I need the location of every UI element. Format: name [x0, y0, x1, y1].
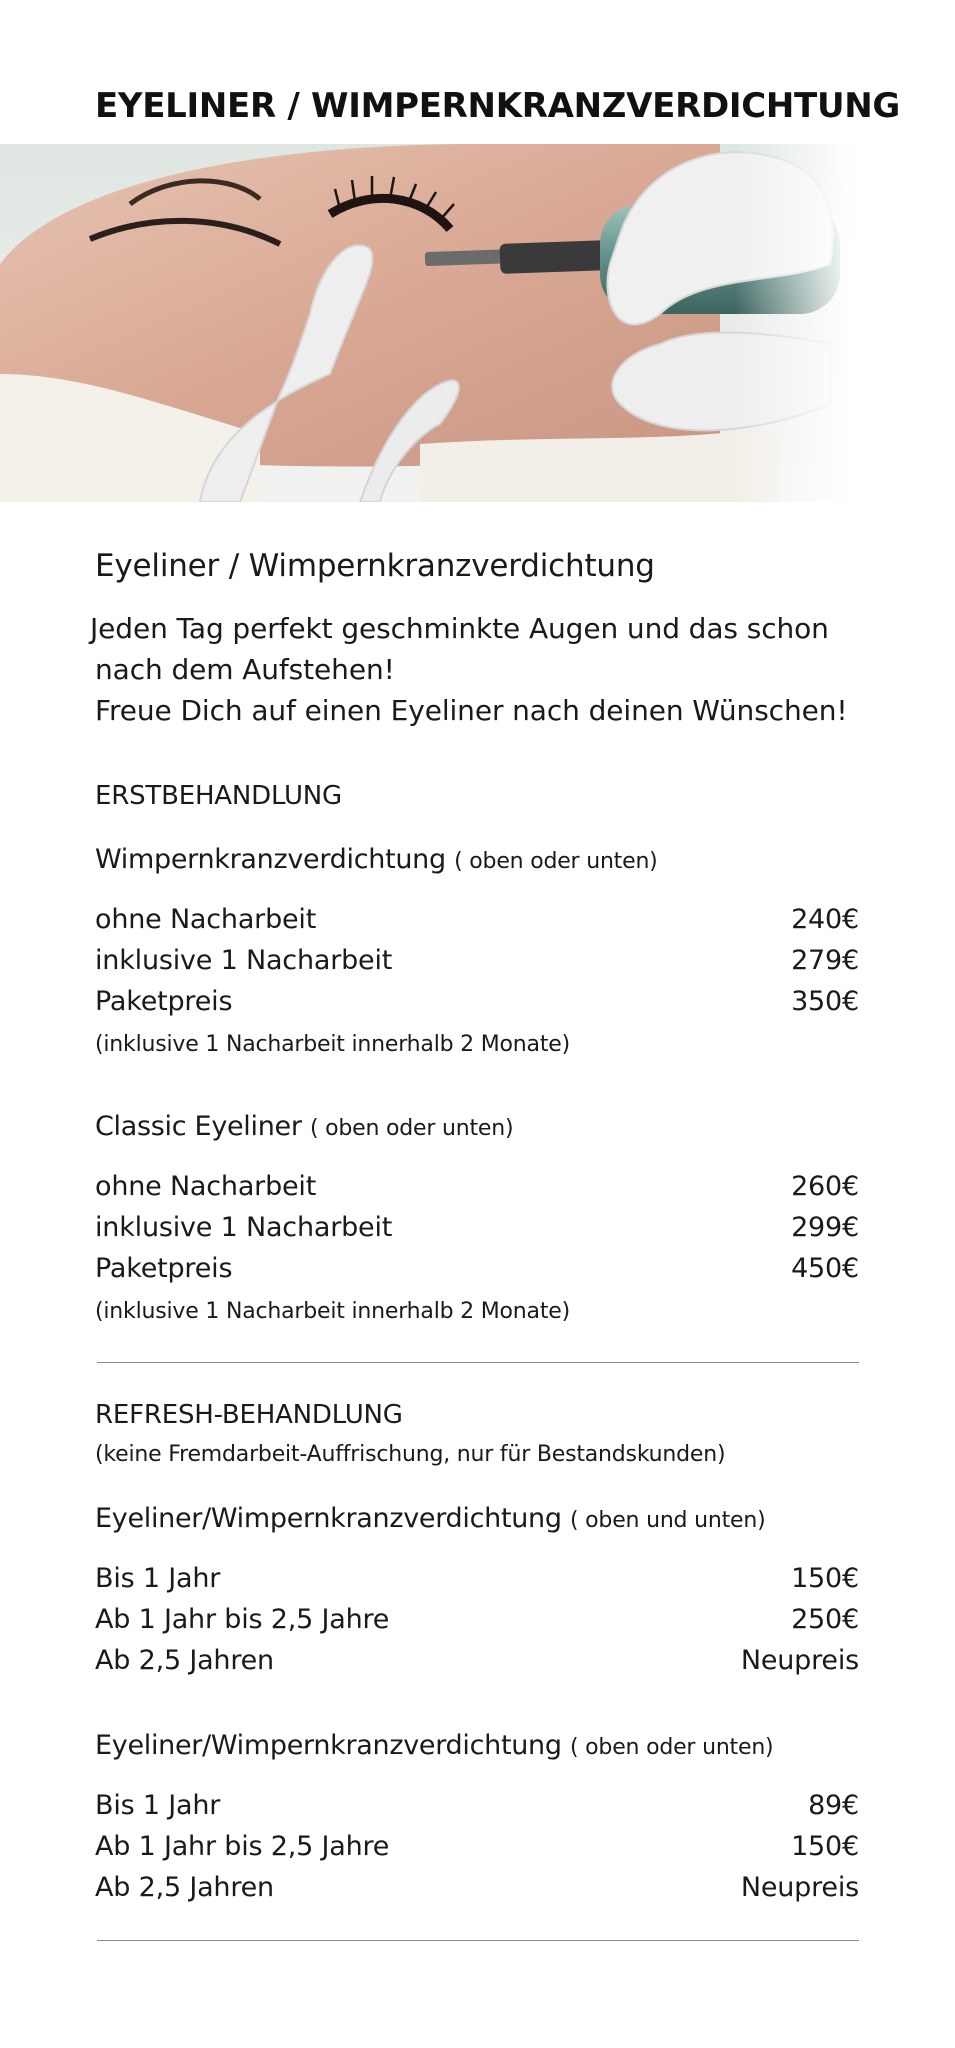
price-label: inklusive 1 Nacharbeit — [95, 1212, 393, 1243]
intro-line: Jeden Tag perfekt geschminkte Augen und das schon — [90, 612, 829, 645]
price-list — [95, 1166, 859, 1289]
intro-text — [90, 608, 848, 731]
group-title — [95, 844, 658, 875]
price-value: 279€ — [791, 945, 859, 976]
price-row — [95, 1599, 859, 1640]
divider — [97, 1940, 859, 1941]
hero-image — [0, 144, 855, 502]
group-title-text: Classic Eyeliner — [95, 1111, 302, 1142]
group-qualifier: ( oben oder unten) — [570, 1735, 774, 1760]
price-value: Neupreis — [740, 1872, 859, 1903]
price-label: Ab 2,5 Jahren — [95, 1872, 274, 1903]
group-qualifier: ( oben oder unten) — [309, 1116, 514, 1141]
price-list — [95, 1785, 859, 1908]
price-label: Ab 2,5 Jahren — [95, 1645, 274, 1676]
group-qualifier: ( oben oder unten) — [454, 849, 658, 874]
price-label: ohne Nacharbeit — [95, 1171, 317, 1202]
price-row — [95, 981, 859, 1022]
price-value: 150€ — [791, 1831, 859, 1862]
price-value: 450€ — [791, 1253, 859, 1284]
group-title — [95, 1730, 773, 1761]
price-value: 250€ — [791, 1604, 859, 1635]
price-row — [95, 1166, 859, 1207]
intro-line: Freue Dich auf einen Eyeliner nach deinen Wünschen! — [95, 694, 848, 727]
package-note: (inklusive 1 Nacharbeit innerhalb 2 Monate) — [95, 1299, 570, 1324]
price-value: 240€ — [791, 904, 859, 935]
price-row — [95, 1207, 859, 1248]
divider — [97, 1362, 859, 1363]
group-title — [95, 1111, 513, 1142]
price-list — [95, 1558, 859, 1681]
price-row — [95, 940, 859, 981]
price-row — [95, 1640, 859, 1681]
refresh-heading: REFRESH-BEHANDLUNG — [95, 1400, 403, 1430]
refresh-note: (keine Fremdarbeit-Auffrischung, nur für Bestandskunden) — [95, 1442, 726, 1467]
price-row — [95, 1826, 859, 1867]
price-label: Ab 1 Jahr bis 2,5 Jahre — [95, 1831, 390, 1862]
group-title-text: Eyeliner/Wimpernkranzverdichtung — [95, 1730, 562, 1761]
price-label: Paketpreis — [95, 986, 233, 1017]
price-row — [95, 1785, 859, 1826]
erstbehandlung-heading: ERSTBEHANDLUNG — [95, 781, 342, 811]
group-qualifier: ( oben und unten) — [570, 1508, 766, 1533]
price-value: 260€ — [791, 1171, 859, 1202]
page-title: EYELINER / WIMPERNKRANZVERDICHTUNG — [95, 86, 901, 126]
price-row — [95, 1248, 859, 1289]
price-label: Ab 1 Jahr bis 2,5 Jahre — [95, 1604, 390, 1635]
group-title-text: Wimpernkranzverdichtung — [95, 844, 446, 875]
price-list — [95, 899, 859, 1022]
intro-line: nach dem Aufstehen! — [95, 653, 395, 686]
price-value: 299€ — [791, 1212, 859, 1243]
price-row — [95, 1558, 859, 1599]
price-label: Bis 1 Jahr — [95, 1563, 221, 1594]
price-value: 150€ — [791, 1563, 859, 1594]
group-title-text: Eyeliner/Wimpernkranzverdichtung — [95, 1503, 562, 1534]
price-value: 89€ — [808, 1790, 859, 1821]
intro-heading: Eyeliner / Wimpernkranzverdichtung — [95, 548, 655, 584]
price-label: inklusive 1 Nacharbeit — [95, 945, 393, 976]
price-label: Bis 1 Jahr — [95, 1790, 221, 1821]
package-note: (inklusive 1 Nacharbeit innerhalb 2 Monate) — [95, 1032, 570, 1057]
price-row — [95, 899, 859, 940]
eyeliner-treatment-illustration — [0, 144, 855, 502]
price-value: Neupreis — [740, 1645, 859, 1676]
price-row — [95, 1867, 859, 1908]
group-title — [95, 1503, 766, 1534]
price-label: Paketpreis — [95, 1253, 233, 1284]
price-value: 350€ — [791, 986, 859, 1017]
price-label: ohne Nacharbeit — [95, 904, 317, 935]
